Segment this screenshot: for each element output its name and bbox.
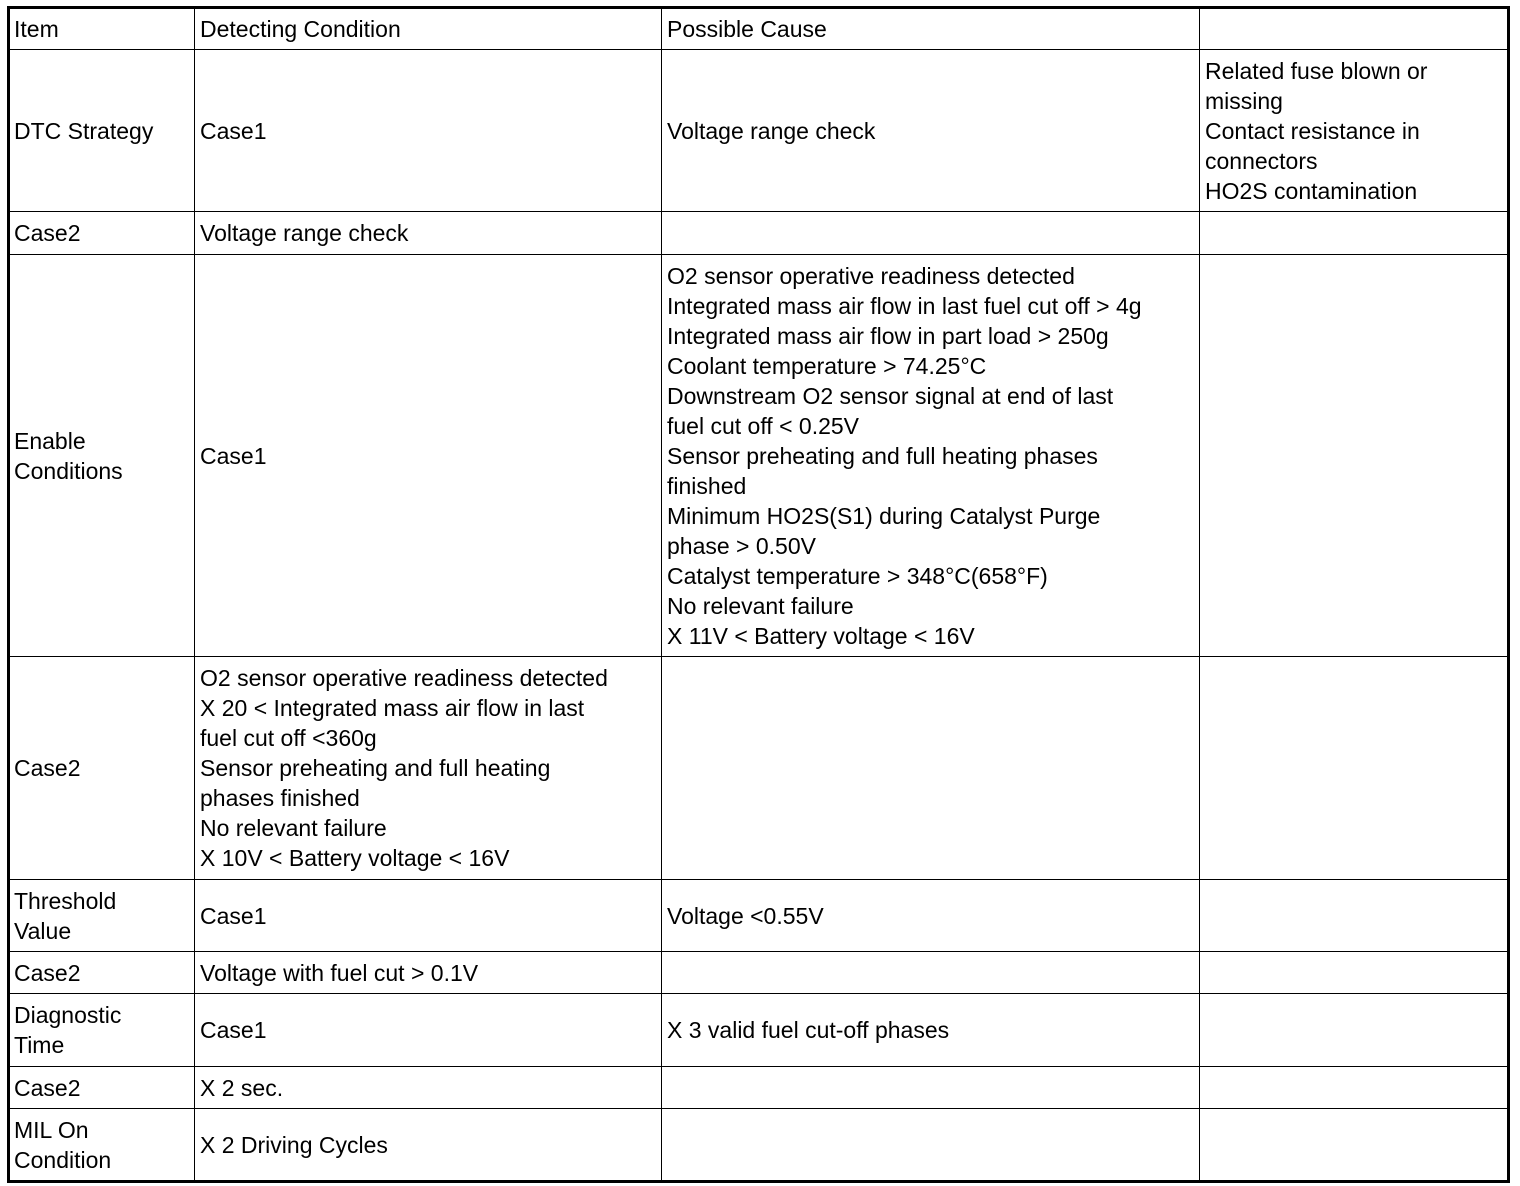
table-row [9, 952, 1509, 994]
table-cell [1200, 255, 1509, 657]
table-cell: DTC Strategy [9, 50, 195, 212]
table-cell [1200, 1109, 1509, 1182]
table-cell: Case1 [195, 50, 662, 212]
table-cell [662, 1109, 1200, 1182]
table-row-header [9, 8, 1509, 50]
diagnostic-table [7, 6, 1510, 1183]
table-cell [1200, 880, 1509, 952]
table-cell [1200, 994, 1509, 1067]
table-cell: Case1 [195, 880, 662, 952]
table-cell [662, 212, 1200, 255]
table-row [9, 657, 1509, 880]
table-cell: X 3 valid fuel cut-off phases [662, 994, 1200, 1067]
table-cell [1200, 1067, 1509, 1109]
table-cell [1200, 212, 1509, 255]
table-row [9, 1109, 1509, 1182]
table-cell: Case2 [9, 1067, 195, 1109]
table-row [9, 880, 1509, 952]
table-row [9, 50, 1509, 212]
table-cell: Case2 [9, 952, 195, 994]
table-cell: Voltage with fuel cut > 0.1V [195, 952, 662, 994]
table-cell [1200, 657, 1509, 880]
table-cell: Case1 [195, 255, 662, 657]
table-cell: Diagnostic Time [9, 994, 195, 1067]
table-row [9, 212, 1509, 255]
table-cell: Voltage range check [195, 212, 662, 255]
table-row [9, 994, 1509, 1067]
table-cell [662, 952, 1200, 994]
table-cell: X 2 Driving Cycles [195, 1109, 662, 1182]
table-cell [1200, 952, 1509, 994]
table-cell [662, 1067, 1200, 1109]
table-row [9, 1067, 1509, 1109]
table-cell: MIL On Condition [9, 1109, 195, 1182]
table-cell [662, 657, 1200, 880]
table-cell: Case2 [9, 657, 195, 880]
table-cell: Case1 [195, 994, 662, 1067]
table-cell: Case2 [9, 212, 195, 255]
table-cell: Threshold Value [9, 880, 195, 952]
table-row [9, 255, 1509, 657]
table-cell: Related fuse blown or missing Contact resistance in connectors HO2S contamination [1200, 50, 1509, 212]
table-cell: O2 sensor operative readiness detected X 20 < Integrated mass air flow in last fuel cut off <360g Sensor preheating and full heating phases finished No relevant failure X 10V < Battery voltage < 16V [195, 657, 662, 880]
table-cell: O2 sensor operative readiness detected Integrated mass air flow in last fuel cut off > 4g Integrated mass air flow in part load > 250g Coolant temperature > 74.25°C Downstream O2 sensor signal at end of last fuel cut off < 0.25V Sensor preheating and full heating phases finished Minimum HO2S(S1) during Catalyst Purge phase > 0.50V Catalyst temperature > 348°C(658°F) No relevant failure X 11V < Battery voltage < 16V [662, 255, 1200, 657]
header-cell-detecting-condition: Detecting Condition [195, 8, 662, 50]
table-cell: Voltage range check [662, 50, 1200, 212]
table-cell: X 2 sec. [195, 1067, 662, 1109]
header-cell-item: Item [9, 8, 195, 50]
table-cell: Enable Conditions [9, 255, 195, 657]
table-cell: Voltage <0.55V [662, 880, 1200, 952]
header-cell-possible-cause: Possible Cause [662, 8, 1200, 50]
header-cell-blank [1200, 8, 1509, 50]
